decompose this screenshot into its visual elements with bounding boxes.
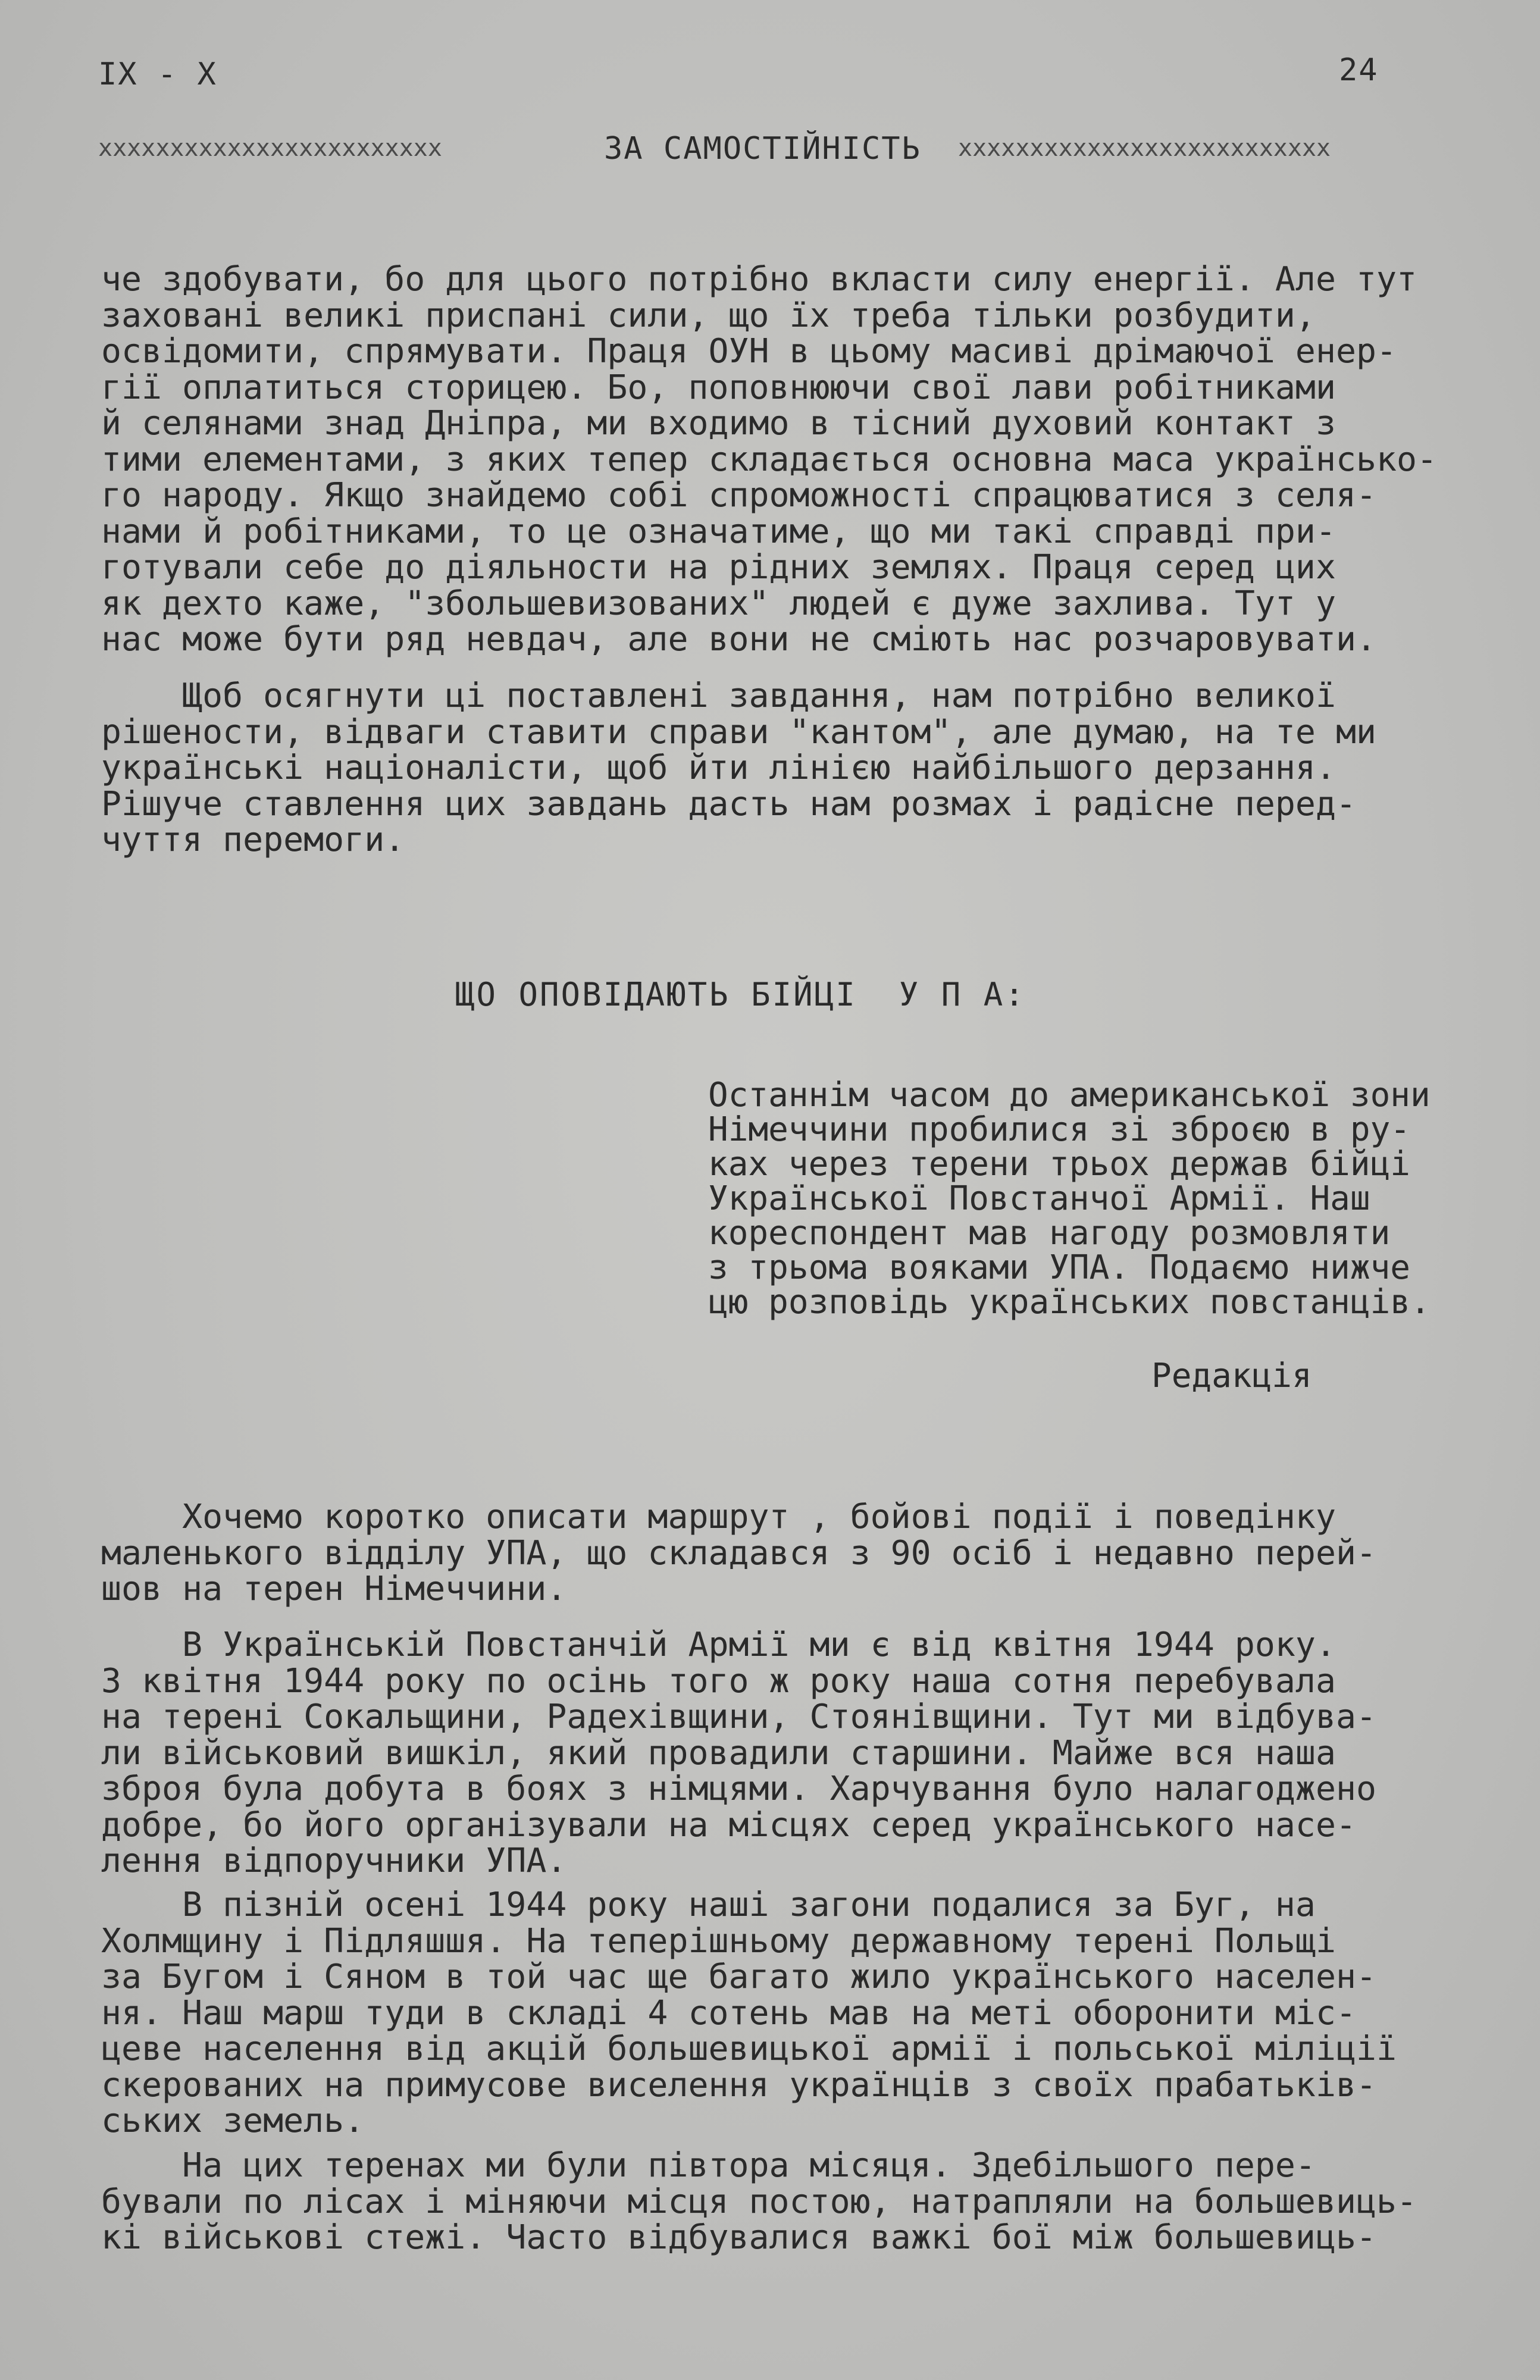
paragraph-6	[101, 2148, 1482, 2256]
text-line: маленького відділу УПА, що складався з 90 осіб і недавно перей-	[101, 1533, 1376, 1573]
text-line: й селянами знад Дніпра, ми входимо в тісний духовий контакт з	[101, 404, 1336, 443]
intro-line: кореспондент мав нагоду розмовляти	[708, 1214, 1391, 1252]
text-line: На цих теренах ми були півтора місяця. Здебільшого пере-	[101, 2146, 1316, 2185]
text-line: ня. Наш марш туди в складі 4 сотень мав на меті оборонити міс-	[101, 1993, 1356, 2033]
text-line: зброя була добута в боях з німцями. Харчування було налагоджено	[101, 1770, 1376, 1808]
text-line: нас може бути ряд невдач, але вони не сміють нас розчаровувати.	[101, 620, 1376, 659]
section-number: IX - X	[98, 57, 217, 92]
text-line: З квітня 1944 року по осінь того ж року наша сотня перебувала	[101, 1661, 1336, 1701]
text-line: цеве населення від акцій большевицької армії і польської міліції	[101, 2030, 1397, 2068]
text-line: на терені Сокальщини, Радехівщини, Стоянівщини. Тут ми відбува-	[101, 1698, 1376, 1736]
text-line: готували себе до діяльности на рідних землях. Праця серед цих	[101, 548, 1336, 587]
paragraph-2	[101, 678, 1482, 859]
intro-line: Української Повстанчої Армії. Наш	[708, 1179, 1370, 1218]
text-line: Щоб осягнути ці поставлені завдання, нам потрібно великої	[101, 677, 1336, 715]
text-line: скерованих на примусове виселення українців з своїх прабатьків-	[101, 2065, 1376, 2105]
text-line: Хочемо коротко описати маршрут , бойові події і поведінку	[101, 1498, 1336, 1536]
text-line: Холмщину і Підляшшя. На теперішньому державному терені Польщі	[101, 1921, 1336, 1961]
editor-signature: Редакція	[1151, 1357, 1312, 1395]
article-title: ЩО ОПОВІДАЮТЬ БІЙЦІ У П А:	[455, 976, 1026, 1013]
intro-line: Німеччини пробилися зі зброєю в ру-	[708, 1110, 1411, 1149]
text-line: В Українській Повстанчій Армії ми є від квітня 1944 року.	[101, 1626, 1336, 1664]
text-line: освідомити, спрямувати. Праця ОУН в цьому масиві дрімаючої енер-	[101, 332, 1397, 371]
text-line: рішености, відваги ставити справи "кантом", але думаю, на те ми	[101, 712, 1376, 751]
text-line: ли військовий вишкіл, який провадили старшини. Майже вся наша	[101, 1733, 1336, 1773]
header-decoration-right: xxxxxxxxxxxxxxxxxxxxxxxxxx	[958, 134, 1331, 162]
text-line: добре, бо його організували на місцях серед українського насе-	[101, 1805, 1356, 1844]
paragraph-3	[101, 1499, 1482, 1608]
paragraph-5	[101, 1887, 1482, 2140]
text-line: Рішуче ставлення цих завдань дасть нам розмах і радісне перед-	[101, 784, 1356, 823]
page-number: 24	[1339, 52, 1379, 88]
text-line: В пізній осені 1944 року наші загони подалися за Буг, на	[101, 1886, 1316, 1924]
paragraph-1	[101, 262, 1482, 658]
editorial-intro	[708, 1078, 1482, 1320]
text-line: бували по лісах і міняючи місця постою, натрапляли на большевиць-	[101, 2182, 1417, 2221]
text-line: лення відпоручники УПА.	[101, 1842, 567, 1880]
text-line: за Бугом і Сяном в той час ще багато жило українського населен-	[101, 1958, 1376, 1996]
header-decoration-left: xxxxxxxxxxxxxxxxxxxxxxxx	[98, 134, 442, 162]
paragraph-4	[101, 1627, 1482, 1880]
intro-line: цю розповідь українських повстанців.	[708, 1283, 1431, 1321]
text-line: заховані великі приспані сили, що їх треба тільки розбудити,	[101, 296, 1316, 335]
text-line: як дехто каже, "збольшевизованих" людей є дуже захлива. Тут у	[101, 584, 1336, 623]
intro-line: з трьома вояками УПА. Подаємо нижче	[708, 1248, 1411, 1287]
intro-line: Останнім часом до американської зони	[708, 1076, 1431, 1114]
text-line: чуття перемоги.	[101, 821, 405, 859]
text-line: го народу. Якщо знайдемо собі спроможності спрацюватися з селя-	[101, 476, 1376, 515]
intro-line: ках через терени трьох держав бійці	[708, 1145, 1411, 1183]
journal-title: ЗА САМОСТІЙНІСТЬ	[604, 131, 921, 167]
text-line: нами й робітниками, то це означатиме, що ми такі справді при-	[101, 512, 1336, 551]
text-line: українські націоналісти, щоб йти лінією найбільшого дерзання.	[101, 749, 1336, 787]
text-line: ських земель.	[101, 2102, 365, 2140]
text-line: гії оплатиться сторицею. Бо, поповнюючи свої лави робітниками	[101, 368, 1336, 407]
text-line: кі військові стежі. Часто відбувалися важкі бої між большевиць-	[101, 2218, 1376, 2257]
text-line: тими елементами, з яких тепер складається основна маса українсько-	[101, 440, 1438, 479]
text-line: че здобувати, бо для цього потрібно вкласти силу енергії. Але тут	[101, 260, 1417, 299]
text-line: шов на терен Німеччини.	[101, 1570, 567, 1608]
